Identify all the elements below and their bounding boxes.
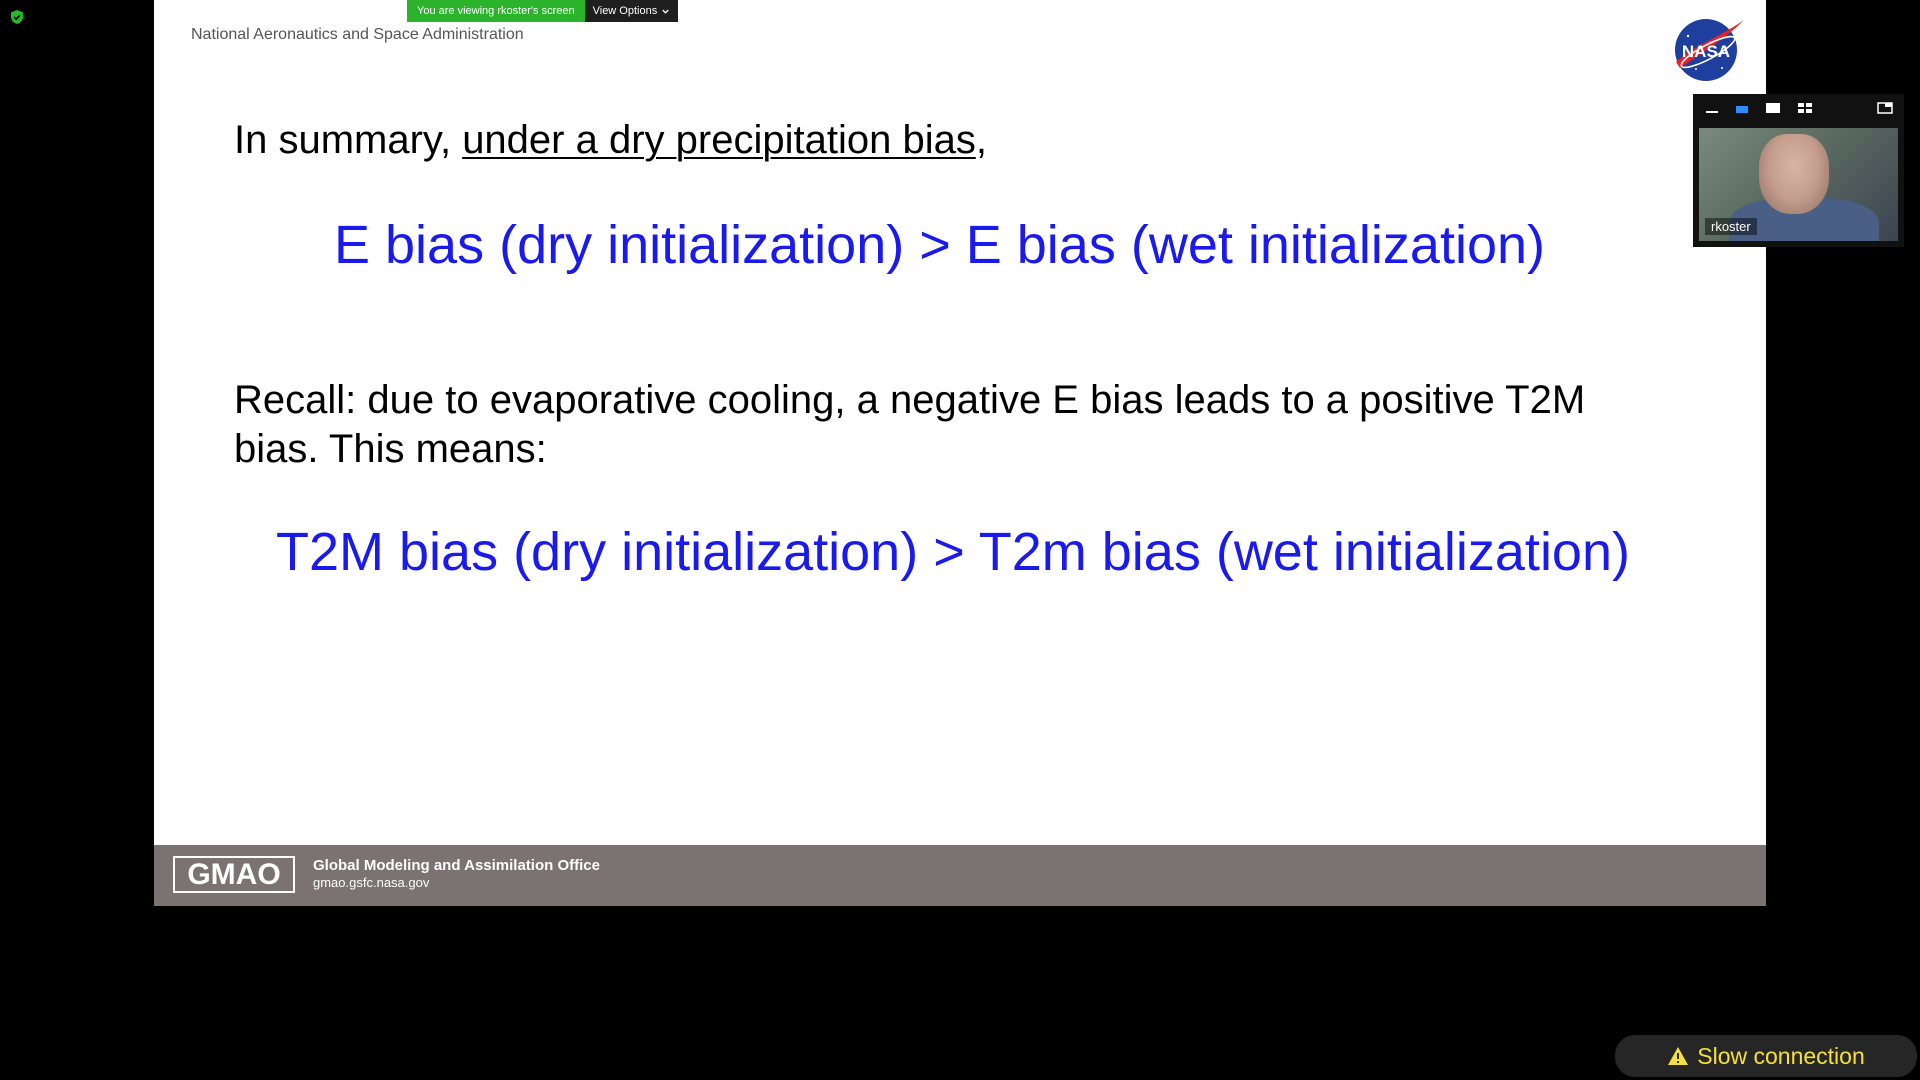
gallery-icon[interactable] — [1797, 102, 1813, 114]
shared-slide — [154, 0, 1766, 906]
footer-url: gmao.gsfc.nasa.gov — [313, 875, 430, 890]
recall-line-1: Recall: due to evaporative cooling, a negative E bias leads to a positive T2M — [234, 378, 1586, 422]
speaker-view-icon[interactable] — [1735, 102, 1749, 114]
video-person-head — [1759, 134, 1829, 214]
thumbnail-icon[interactable] — [1765, 102, 1781, 114]
view-options-button[interactable] — [585, 0, 679, 22]
nasa-logo-text: NASA — [1681, 42, 1731, 61]
pop-out-icon[interactable] — [1877, 102, 1893, 114]
warning-icon — [1667, 1046, 1689, 1066]
summary-suffix: , — [975, 118, 987, 162]
nasa-logo-icon — [1670, 14, 1746, 82]
shield-check-icon — [9, 9, 25, 25]
footer-title: Global Modeling and Assimilation Office — [313, 857, 600, 874]
summary-prefix: In summary, — [234, 118, 463, 162]
minimize-icon[interactable] — [1705, 102, 1719, 114]
org-name: National Aeronautics and Space Administration — [191, 26, 524, 43]
video-panel-toolbar — [1693, 94, 1904, 122]
video-panel — [1693, 94, 1904, 247]
summary-line — [234, 118, 987, 163]
summary-underlined: under a dry precipitation bias — [462, 118, 976, 162]
equation-t2m: T2M bias (dry initialization) > T2m bias (wet initialization) — [276, 522, 1630, 582]
equation-evaporation: E bias (dry initialization) > E bias (wet initialization) — [334, 215, 1545, 275]
recall-text — [234, 376, 1585, 474]
slow-connection-label: Slow connection — [1697, 1042, 1865, 1069]
participant-video[interactable] — [1699, 128, 1898, 241]
chevron-down-icon — [661, 7, 670, 16]
screen-share-banner — [407, 0, 678, 22]
gmao-logo: GMAO — [173, 856, 295, 893]
viewing-screen-label: You are viewing rkoster's screen — [407, 0, 585, 22]
recall-line-2: bias. This means: — [234, 427, 547, 471]
slide-footer — [154, 845, 1766, 906]
participant-name: rkoster — [1705, 218, 1757, 235]
slow-connection-toast[interactable] — [1615, 1035, 1917, 1077]
view-options-label: View Options — [592, 5, 658, 17]
